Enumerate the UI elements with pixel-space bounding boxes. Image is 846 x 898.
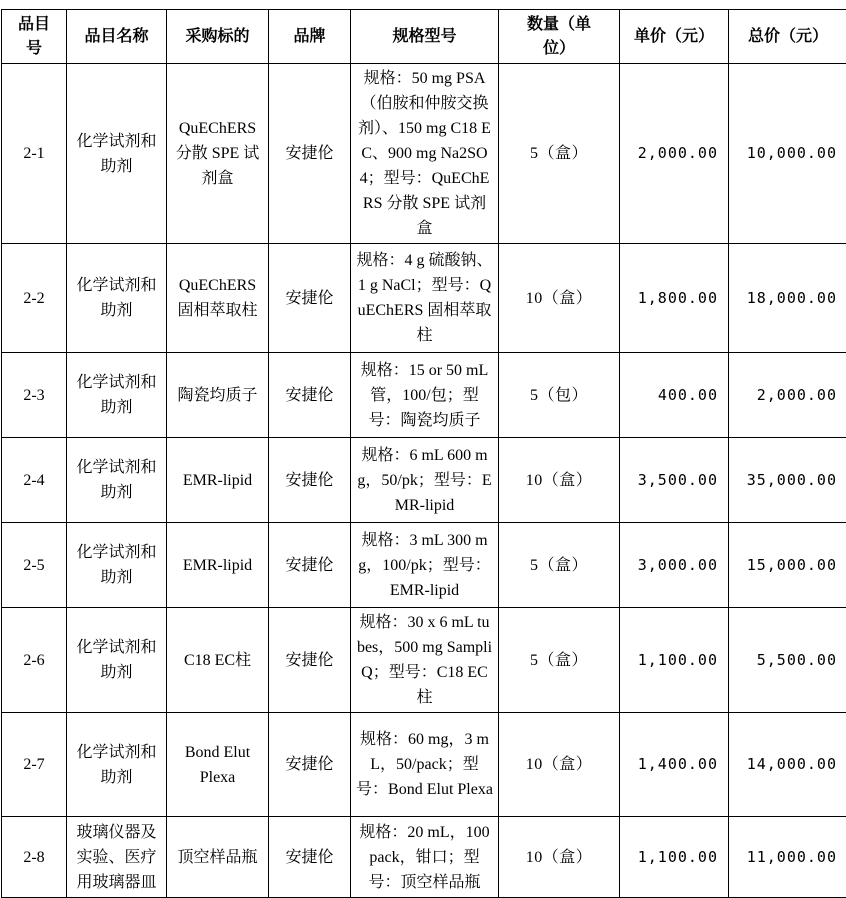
cell-qty: 5（盒）	[499, 608, 620, 713]
cell-target: Bond Elut Plexa	[167, 713, 269, 817]
cell-unit-price: 3,500.00	[620, 438, 729, 523]
header-unit-price: 单价（元）	[620, 10, 729, 64]
cell-target: QuEChERS 分散 SPE 试剂盒	[167, 64, 269, 244]
cell-brand: 安捷伦	[269, 523, 351, 608]
cell-item-name: 化学试剂和助剂	[67, 353, 167, 438]
cell-target: 顶空样品瓶	[167, 817, 269, 898]
cell-spec: 规格：15 or 50 mL 管，100/包；型号：陶瓷均质子	[351, 353, 499, 438]
cell-qty: 5（包）	[499, 353, 620, 438]
cell-item-no: 2-2	[2, 244, 67, 353]
header-spec: 规格型号	[351, 10, 499, 64]
cell-spec: 规格：30 x 6 mL tubes，500 mg SampliQ；型号：C18 EC柱	[351, 608, 499, 713]
cell-item-name: 玻璃仪器及实验、医疗用玻璃器皿	[67, 817, 167, 898]
cell-spec: 规格：50 mg PSA（伯胺和仲胺交换剂）、150 mg C18 EC、900 mg Na2SO4；型号：QuEChERS 分散 SPE 试剂盒	[351, 64, 499, 244]
cell-target: 陶瓷均质子	[167, 353, 269, 438]
cell-target: C18 EC柱	[167, 608, 269, 713]
header-item-name: 品目名称	[67, 10, 167, 64]
cell-qty: 10（盒）	[499, 244, 620, 353]
cell-brand: 安捷伦	[269, 244, 351, 353]
cell-qty: 5（盒）	[499, 64, 620, 244]
cell-total-price: 11,000.00	[729, 817, 846, 898]
cell-item-no: 2-7	[2, 713, 67, 817]
table-row	[2, 713, 846, 817]
table-row	[2, 353, 846, 438]
cell-item-name: 化学试剂和助剂	[67, 64, 167, 244]
cell-item-name: 化学试剂和助剂	[67, 713, 167, 817]
cell-target: EMR-lipid	[167, 523, 269, 608]
header-target: 采购标的	[167, 10, 269, 64]
table-row	[2, 608, 846, 713]
cell-brand: 安捷伦	[269, 817, 351, 898]
cell-unit-price: 400.00	[620, 353, 729, 438]
cell-brand: 安捷伦	[269, 64, 351, 244]
cell-qty: 10（盒）	[499, 817, 620, 898]
cell-spec: 规格：20 mL，100 pack，钳口；型号：顶空样品瓶	[351, 817, 499, 898]
cell-total-price: 2,000.00	[729, 353, 846, 438]
cell-item-no: 2-6	[2, 608, 67, 713]
cell-spec: 规格：3 mL 300 mg，100/pk；型号：EMR-lipid	[351, 523, 499, 608]
cell-item-name: 化学试剂和助剂	[67, 523, 167, 608]
cell-item-no: 2-1	[2, 64, 67, 244]
cell-total-price: 5,500.00	[729, 608, 846, 713]
procurement-table	[1, 9, 846, 898]
cell-total-price: 14,000.00	[729, 713, 846, 817]
cell-item-name: 化学试剂和助剂	[67, 438, 167, 523]
cell-unit-price: 2,000.00	[620, 64, 729, 244]
cell-unit-price: 1,100.00	[620, 608, 729, 713]
cell-item-name: 化学试剂和助剂	[67, 608, 167, 713]
cell-brand: 安捷伦	[269, 713, 351, 817]
header-total-price: 总价（元）	[729, 10, 846, 64]
cell-total-price: 35,000.00	[729, 438, 846, 523]
table-row	[2, 817, 846, 898]
header-item-no	[2, 10, 67, 64]
cell-unit-price: 1,400.00	[620, 713, 729, 817]
cell-unit-price: 1,100.00	[620, 817, 729, 898]
header-brand: 品牌	[269, 10, 351, 64]
cell-spec: 规格：60 mg，3 mL，50/pack；型号：Bond Elut Plexa	[351, 713, 499, 817]
cell-item-name: 化学试剂和助剂	[67, 244, 167, 353]
header-item-no-label: 品目号	[17, 15, 50, 57]
cell-unit-price: 3,000.00	[620, 523, 729, 608]
cell-spec: 规格：4 g 硫酸钠、1 g NaCl；型号：QuEChERS 固相萃取柱	[351, 244, 499, 353]
header-qty-label: 数量（单位）	[526, 15, 591, 57]
table-row	[2, 438, 846, 523]
cell-qty: 10（盒）	[499, 713, 620, 817]
cell-brand: 安捷伦	[269, 353, 351, 438]
cell-total-price: 15,000.00	[729, 523, 846, 608]
cell-brand: 安捷伦	[269, 438, 351, 523]
table-row	[2, 244, 846, 353]
cell-qty: 5（盒）	[499, 523, 620, 608]
header-row	[2, 10, 846, 64]
cell-item-no: 2-8	[2, 817, 67, 898]
cell-item-no: 2-4	[2, 438, 67, 523]
header-qty	[499, 10, 620, 64]
cell-total-price: 18,000.00	[729, 244, 846, 353]
cell-target: QuEChERS 固相萃取柱	[167, 244, 269, 353]
cell-total-price: 10,000.00	[729, 64, 846, 244]
table-row	[2, 523, 846, 608]
cell-item-no: 2-5	[2, 523, 67, 608]
cell-spec: 规格：6 mL 600 mg，50/pk；型号：EMR-lipid	[351, 438, 499, 523]
cell-unit-price: 1,800.00	[620, 244, 729, 353]
cell-brand: 安捷伦	[269, 608, 351, 713]
cell-item-no: 2-3	[2, 353, 67, 438]
table-row	[2, 64, 846, 244]
cell-qty: 10（盒）	[499, 438, 620, 523]
cell-target: EMR-lipid	[167, 438, 269, 523]
